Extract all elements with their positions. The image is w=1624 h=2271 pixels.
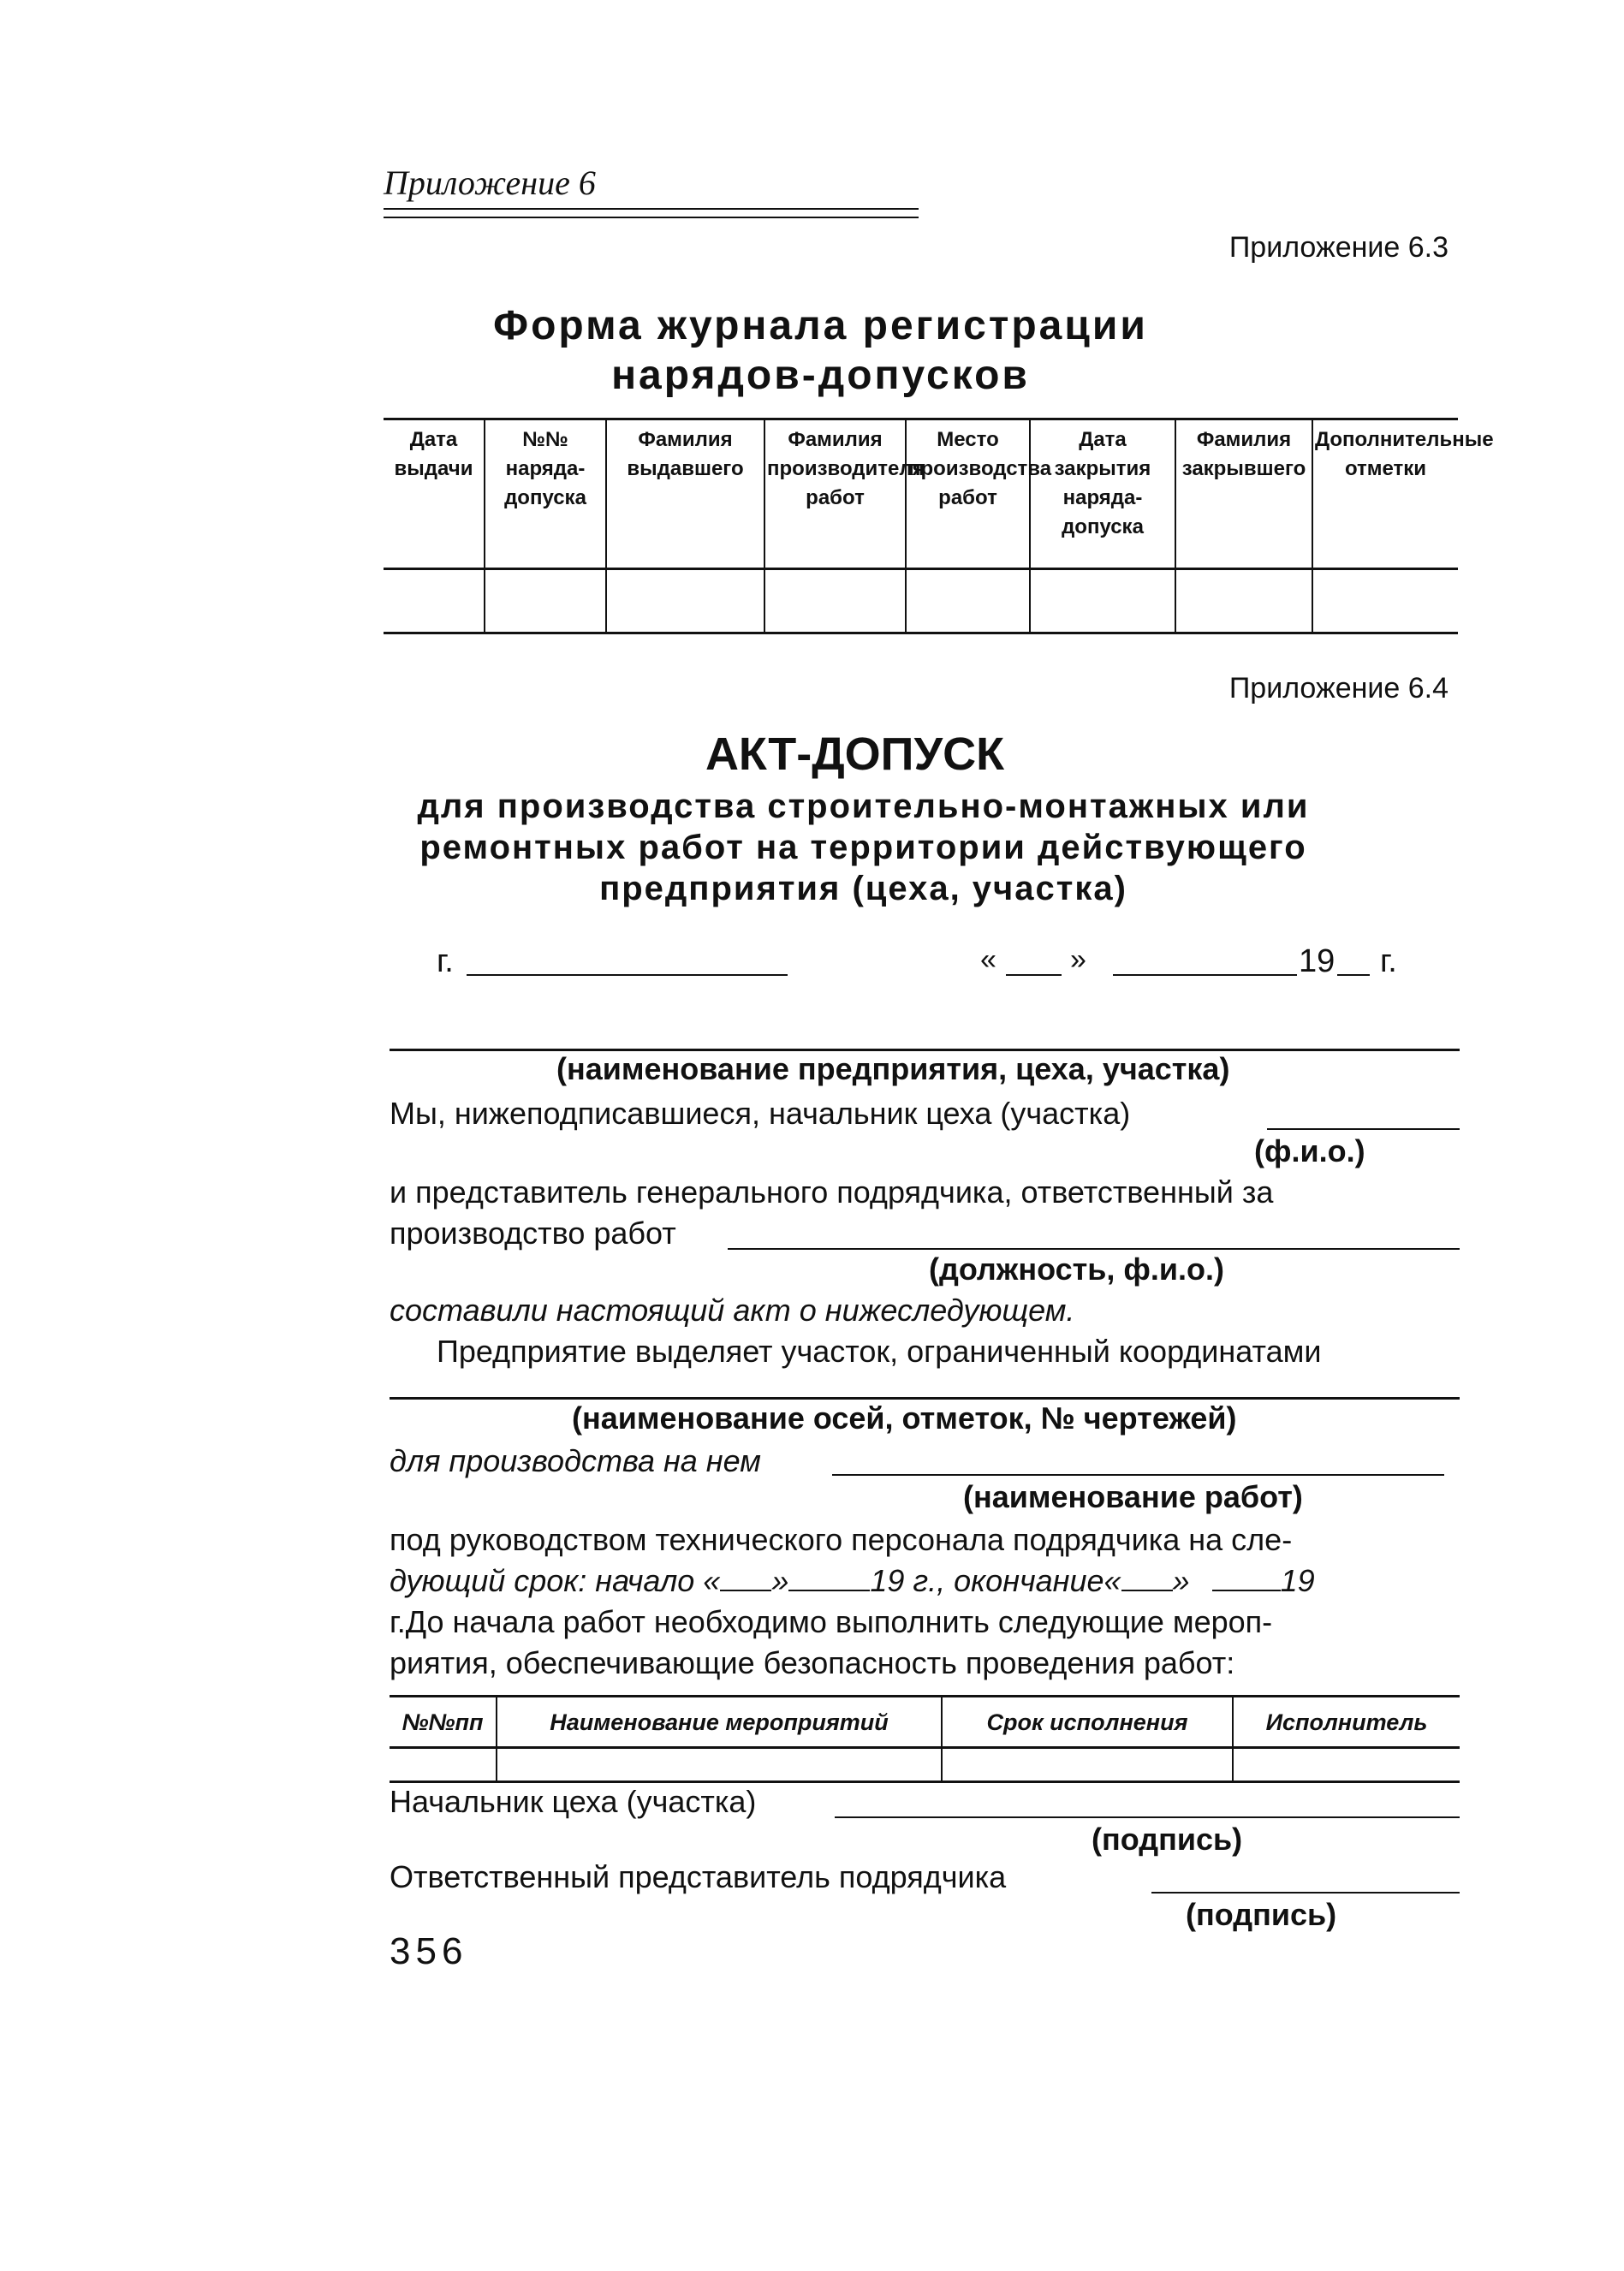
journal-empty-cell bbox=[485, 569, 606, 633]
date-close-quote: » bbox=[1070, 943, 1086, 976]
start-day-blank bbox=[720, 1564, 771, 1591]
line-under-2 bbox=[390, 1560, 1460, 1602]
caption-axes: (наименование осей, отметок, № чертежей) bbox=[572, 1400, 1237, 1436]
chief-name-blank bbox=[1267, 1128, 1460, 1130]
appendix-6-4-label: Приложение 6.4 bbox=[1228, 672, 1449, 704]
line-we-text: Мы, нижеподписавшиеся, начальник цеха (участка) bbox=[390, 1096, 1131, 1131]
year-suffix: г. bbox=[1380, 943, 1397, 979]
line-compiled: составили настоящий акт о нижеследующем. bbox=[390, 1293, 1075, 1328]
act-subtitle-line1: для производства строительно-монтажных или bbox=[417, 788, 1310, 825]
journal-header-cell: Место производства работ bbox=[906, 419, 1030, 569]
journal-empty-cell bbox=[384, 569, 485, 633]
journal-empty-cell bbox=[606, 569, 764, 633]
measures-header-cell: Исполнитель bbox=[1233, 1697, 1460, 1748]
caption-signature-1: (подпись) bbox=[1092, 1822, 1243, 1857]
caption-enterprise: (наименование предприятия, цеха, участка) bbox=[556, 1051, 1230, 1086]
measures-empty-cell bbox=[1233, 1748, 1460, 1782]
line-under-1 bbox=[390, 1519, 1460, 1561]
measures-table bbox=[390, 1695, 1460, 1783]
start-label: дующий срок: начало « bbox=[390, 1563, 721, 1598]
journal-title-line2: нарядов-допусков bbox=[611, 353, 1030, 398]
year-blank bbox=[1337, 974, 1370, 976]
line-under-4: риятия, обеспечивающие безопасность проведения работ: bbox=[390, 1645, 1235, 1680]
measures-empty-cell bbox=[390, 1748, 497, 1782]
works-blank bbox=[832, 1474, 1444, 1476]
line-under-1-text: под руководством технического персонала подрядчика на сле- bbox=[390, 1522, 1293, 1557]
journal-empty-cell bbox=[764, 569, 906, 633]
start-close-quote: » bbox=[771, 1563, 789, 1598]
axes-blank bbox=[390, 1397, 1460, 1400]
end-year-prefix: 19 bbox=[1280, 1563, 1315, 1598]
position-blank bbox=[728, 1248, 1460, 1250]
end-month-blank bbox=[1212, 1564, 1281, 1591]
journal-title-line1: Форма журнала регистрации bbox=[493, 303, 1148, 348]
journal-empty-cell bbox=[1312, 569, 1458, 633]
date-open-quote: « bbox=[980, 943, 996, 976]
journal-table bbox=[384, 418, 1494, 634]
end-label: 19 г., окончание« bbox=[870, 1563, 1121, 1598]
measures-header-cell: №№пп bbox=[390, 1697, 497, 1748]
line-under-3: г.До начала работ необходимо выполнить следующие мероп- bbox=[390, 1604, 1273, 1639]
act-title: АКТ-ДОПУСК bbox=[705, 728, 1005, 780]
caption-signature-2: (подпись) bbox=[1186, 1897, 1337, 1932]
act-subtitle-line2: ремонтных работ на территории действующего bbox=[419, 829, 1307, 866]
page-number: 356 bbox=[390, 1930, 468, 1972]
act-subtitle-line3: предприятия (цеха, участка) bbox=[599, 870, 1127, 907]
line-enterprise-allocates: Предприятие выделяет участок, ограниченный координатами bbox=[437, 1334, 1322, 1369]
year-prefix: 19 bbox=[1299, 943, 1335, 979]
measures-empty-cell bbox=[497, 1748, 942, 1782]
journal-header-cell: Фамилия производителя работ bbox=[764, 419, 906, 569]
city-blank bbox=[467, 974, 788, 976]
journal-empty-cell bbox=[1030, 569, 1175, 633]
journal-header-cell: Дата выдачи bbox=[384, 419, 485, 569]
header-rule-top bbox=[384, 208, 919, 210]
end-close-quote: » bbox=[1172, 1563, 1190, 1598]
month-blank bbox=[1113, 974, 1297, 976]
appendix-6-3-label: Приложение 6.3 bbox=[1228, 231, 1449, 264]
city-prefix: г. bbox=[437, 943, 454, 979]
journal-header-cell: Дата закрытия наряда-допуска bbox=[1030, 419, 1175, 569]
journal-header-cell: №№ наряда-допуска bbox=[485, 419, 606, 569]
journal-header-cell: Фамилия закрывшего bbox=[1175, 419, 1312, 569]
caption-position: (должность, ф.и.о.) bbox=[929, 1251, 1224, 1287]
journal-empty-cell bbox=[906, 569, 1030, 633]
measures-header-cell: Срок исполнения bbox=[942, 1697, 1233, 1748]
journal-header-cell: Дополнительные отметки bbox=[1312, 419, 1458, 569]
journal-header-cell: Фамилия выдавшего bbox=[606, 419, 764, 569]
end-day-blank bbox=[1121, 1564, 1173, 1591]
day-blank bbox=[1006, 974, 1062, 976]
line-for-production: для производства на нем bbox=[390, 1443, 761, 1478]
start-month-blank bbox=[788, 1564, 870, 1591]
caption-works: (наименование работ) bbox=[963, 1479, 1303, 1514]
measures-header-cell: Наименование мероприятий bbox=[497, 1697, 942, 1748]
measures-empty-cell bbox=[942, 1748, 1233, 1782]
header-rule-bottom bbox=[384, 217, 919, 218]
running-header: Приложение 6 bbox=[384, 163, 596, 202]
line-production-text: производство работ bbox=[390, 1216, 676, 1251]
journal-empty-cell bbox=[1175, 569, 1312, 633]
line-rep: и представитель генерального подрядчика, ответственный за bbox=[390, 1174, 1274, 1210]
contractor-signature-line bbox=[1151, 1892, 1460, 1893]
sig-chief: Начальник цеха (участка) bbox=[390, 1784, 757, 1819]
caption-fio: (ф.и.о.) bbox=[1254, 1133, 1365, 1168]
chief-signature-line bbox=[835, 1816, 1460, 1818]
sig-contractor-text: Ответственный представитель подрядчика bbox=[390, 1859, 1007, 1894]
